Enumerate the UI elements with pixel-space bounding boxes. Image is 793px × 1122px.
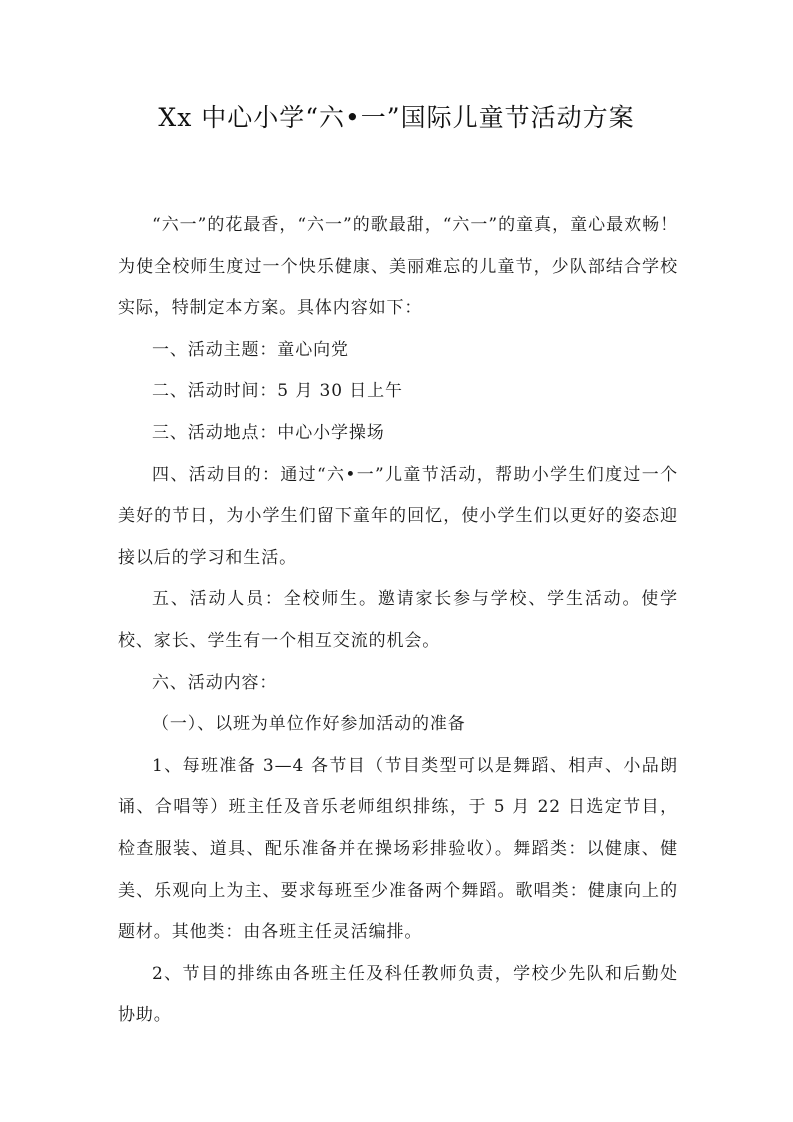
- document-title: Xx 中心小学“六•一”国际儿童节活动方案: [158, 103, 635, 132]
- paragraph-location: 三、活动地点：中心小学操场: [152, 422, 385, 443]
- paragraph-purpose: 四、活动目的：通过“六•一”儿童节活动，帮助小学生们度过一个美好的节日，为小学生们留下童年的回忆，使小学生们以更好的姿态迎接以后的学习和生活。: [118, 464, 678, 568]
- paragraph-theme: 一、活动主题：童心向党: [152, 339, 349, 360]
- paragraph-content-item-1: 1、每班准备 3—4 各节目（节目类型可以是舞蹈、相声、小品朗诵、合唱等）班主任及音乐老师组织排练，于 5 月 22 日选定节目，检查服装、道具、配乐准备并在操场彩排验收）。舞蹈类：以健康、健美、乐观向上为主、要求每班至少准备两个舞蹈。歌唱类：健康向上的题材。其他类：由各班主任灵活编排。: [118, 755, 678, 943]
- document-body: [118, 205, 678, 1037]
- paragraph-content-heading: 六、活动内容：: [152, 672, 278, 693]
- paragraph-content-subheading: （一）、以班为单位作好参加活动的准备: [152, 714, 466, 735]
- paragraph-time: 二、活动时间：5 月 30 日上午: [152, 381, 403, 402]
- paragraph-participants: 五、活动人员：全校师生。邀请家长参与学校、学生活动。使学校、家长、学生有一个相互交流的机会。: [118, 589, 678, 651]
- paragraph-content-item-2: 2、节目的排练由各班主任及科任教师负责，学校少先队和后勤处协助。: [118, 963, 678, 1026]
- paragraph-intro: “六一”的花最香，“六一”的歌最甜，“六一”的童真，童心最欢畅！为使全校师生度过一个快乐健康、美丽难忘的儿童节，少队部结合学校实际，特制定本方案。具体内容如下：: [118, 215, 678, 319]
